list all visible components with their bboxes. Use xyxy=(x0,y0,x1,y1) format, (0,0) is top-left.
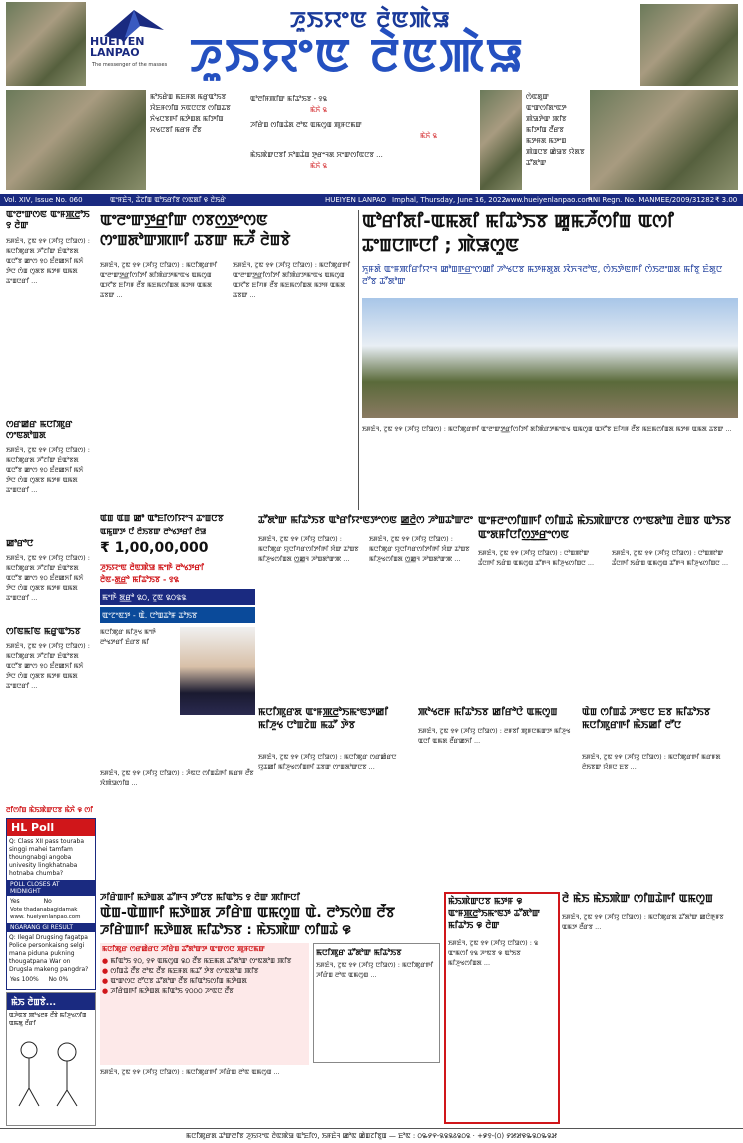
masthead-top-title: ꯍꯨꯏꯌꯦꯟ ꯂꯥꯟꯄꯥꯎ xyxy=(290,8,451,33)
pink-bullet-1-text: ꯃꯤꯑꯣꯏ ꯱꯰, ꯱꯵ ꯑꯃꯁꯨꯡ ꯲꯰ ꯂꯩꯕ ꯃꯐꯃꯗ ꯊꯧꯗꯣꯛ ꯁꯦꯟꯗꯣꯡ ꯄꯤꯕ xyxy=(110,957,292,965)
issue-date-meitei: ꯑꯦꯝꯐꯥꯜ, ꯊꯥꯖꯤꯡ ꯑꯣꯏꯔꯤꯕ ꯁꯟꯗꯤ ꯶ ꯂꯥꯏꯔꯥ xyxy=(110,196,226,204)
promo-line-1: ꯑꯥꯡ ꯑꯥꯡ ꯀꯣ ꯑꯣꯐꯤꯁꯤꯌꯦꯜ ꯊꯦꯡꯅꯕ xyxy=(100,514,224,524)
poll-closes: POLL CLOSES AT MIDNIGHT xyxy=(7,880,95,896)
lead-story xyxy=(362,210,738,510)
lead-body: ꯏꯝꯐꯥꯜ, ꯖꯨꯟ ꯱꯵ (ꯍꯤꯌꯨ ꯅꯤꯎꯁ) : ꯃꯅꯤꯄꯨꯔꯒꯤ ꯑꯦꯂꯦꯛꯇ꯭ꯔꯤꯁꯤꯇꯤ ꯗꯤꯄꯥꯔꯇꯃꯦꯟꯠ ꯑꯃꯁꯨꯡ ꯑꯆꯧꯕ ꯐꯤꯚꯝ ꯂꯩꯕ ꯃꯐꯃꯁꯤꯡꯗ ꯃꯇꯝ ꯑꯃꯗ ꯊꯕꯛ ... xyxy=(362,425,732,433)
issue-date: Imphal, Thursday, June 16, 2022 xyxy=(392,196,507,204)
promo-blue-bar: ꯃꯦꯒꯥ ꯗ꯭ꯔꯣ ꯲꯰, ꯖꯨꯟ ꯲꯰꯲꯲ xyxy=(100,589,255,605)
teaser-photo-1 xyxy=(6,90,146,190)
lead-headline: ꯑꯣꯔꯤꯗꯤ-ꯑꯃꯗꯤ ꯃꯤꯊꯣꯏꯕ ꯀꯨꯃꯍꯩꯁꯤꯡ ꯑꯁꯤ ꯊꯦꯡꯅꯒꯅꯤ ; ꯄꯥꯎꯁꯨꯟ xyxy=(362,211,674,256)
cartoon-title: ꯃꯥꯏ ꯂꯥꯡꯕꯥ... xyxy=(7,993,95,1010)
story-manipur-body: ꯏꯝꯐꯥꯜ, ꯖꯨꯟ ꯱꯵ (ꯍꯤꯌꯨ ꯅꯤꯎꯁ) : ꯃꯅꯤꯄꯨꯔꯒꯤ ꯃꯔꯝꯗ ꯂꯥꯏꯕꯛ ꯌꯥꯝꯅ ꯐꯕ ... xyxy=(582,753,721,771)
masthead-photo-left xyxy=(6,2,86,86)
story-administration-headline: ꯑꯦꯝꯂꯦꯁꯤꯡꯒꯤ ꯁꯤꯡꯊꯥ ꯃꯥꯏꯄꯥꯛꯅꯕ ꯁꯦꯟꯗꯣꯡ ꯂꯥꯡꯕ ꯑꯣꯏꯕ ꯑꯦꯗꯝꯤꯅꯤꯁ꯭ꯇ꯭ꯔꯦꯁꯟ xyxy=(478,514,731,541)
poll-vote-text[interactable]: Vote thadanabagidamak www. hueiyenlanpao.com xyxy=(10,907,81,920)
pink-bullet-4-text: ꯍꯤꯔꯥꯡꯒꯤ ꯃꯇꯥꯡꯗ ꯃꯤꯑꯣꯏ ꯱꯰꯰꯰ ꯍꯦꯟꯅ ꯂꯩꯕ xyxy=(110,987,234,995)
redbox-story xyxy=(444,892,560,1124)
bottom-lead xyxy=(100,892,440,1124)
issue-volume: Vol. XIV, Issue No. 060 xyxy=(4,196,83,204)
teaser-1-text: ꯃꯣꯏꯔꯥꯡ ꯃꯐꯝꯗ ꯃꯔꯨꯑꯣꯏꯕ ꯋꯥꯐꯝꯁꯤꯡ ꯈꯟꯅꯅꯕ ꯁꯤꯡꯊꯕ ꯈꯥꯠꯅꯕꯒꯤ ꯃꯇꯥꯡꯗ ꯃꯤꯇꯤꯡ ꯆꯠꯅꯕꯤ ꯃꯔꯝ ꯂꯩꯕ xyxy=(150,93,231,134)
teaser-4-line: ꯃꯥꯏꯄꯥꯛꯅꯕꯤ ꯈꯣꯡꯊꯥꯡ ꯇꯨꯔꯦꯜꯗ ꯆꯦꯛꯁꯤꯟꯅꯕ ... xyxy=(250,151,383,159)
story-corona xyxy=(418,706,578,886)
promo-red-sub: ꯂꯥꯟ-ꯗ꯭ꯔꯣ ꯃꯤꯊꯣꯏꯕ - ꯱꯲ xyxy=(100,575,179,584)
teaser-2-line: ꯑꯣꯂꯤꯝꯄꯤꯛ ꯃꯤꯊꯣꯏꯕ - ꯱꯲ xyxy=(250,95,327,103)
teaser-2 xyxy=(250,94,480,172)
result-yes: Yes 100% xyxy=(10,976,39,983)
paper-name: HUEIYEN LANPAO xyxy=(325,196,387,204)
cartoon-box xyxy=(6,992,96,1126)
story-administration-body-2: ꯏꯝꯐꯥꯜ, ꯖꯨꯟ ꯱꯵ (ꯍꯤꯌꯨ ꯅꯤꯎꯁ) : ꯅꯣꯡꯄꯣꯛ ꯊꯪꯅꯒꯤ ꯏꯔꯥꯡ ꯑꯃꯁꯨꯡ ꯊꯧꯒꯜ ꯃꯤꯍꯨꯠꯁꯤꯡꯅ ... xyxy=(612,549,729,567)
poll-no-option[interactable]: No xyxy=(43,898,52,905)
masthead xyxy=(0,0,743,88)
masthead-photo-right xyxy=(640,4,738,86)
teaser-photo-2 xyxy=(480,90,522,190)
result-values xyxy=(7,976,95,983)
story-electric xyxy=(100,210,355,510)
brand-name: HUEIYEN LANPAO xyxy=(90,35,145,59)
left-headline-2: ꯁꯔꯀꯥꯔ ꯃꯅꯤꯄꯨꯔ ꯁꯦꯟꯗꯣꯡꯗ xyxy=(6,420,73,441)
result-no: No 0% xyxy=(48,976,69,983)
story-lamai-body: ꯏꯝꯐꯥꯜ, ꯖꯨꯟ ꯱꯵ (ꯍꯤꯌꯨ ꯅꯤꯎꯁ) : ꯃꯅꯤꯄꯨꯔꯗ ꯊꯧꯗꯣꯛ ꯀꯅꯥꯒꯨꯝꯕ ꯑꯃꯇ ꯂꯩꯔꯕ ... xyxy=(562,913,724,931)
story-employment-body: ꯏꯝꯐꯥꯜ, ꯖꯨꯟ ꯱꯵ (ꯍꯤꯌꯨ ꯅꯤꯎꯁ) : ꯃꯅꯤꯄꯨꯔ ꯁꯔꯀꯥꯔꯅ ꯌꯨꯊꯀꯤ ꯃꯤꯍꯨꯠꯁꯤꯡꯒꯤ ꯊꯕꯛ ꯁꯦꯡꯗꯣꯛꯅꯕ ... xyxy=(258,753,397,771)
teaser-3-page: ꯃꯥꯈꯥ ꯲ xyxy=(420,132,438,140)
promo-agent-bar: ꯑꯦꯖꯦꯟꯇ - ꯑꯥ. ꯅꯣꯡꯊꯣꯝ ꯊꯣꯏꯕ xyxy=(100,607,255,623)
teaser-strip xyxy=(0,88,743,193)
story-administration-body-1: ꯏꯝꯐꯥꯜ, ꯖꯨꯟ ꯱꯵ (ꯍꯤꯌꯨ ꯅꯤꯎꯁ) : ꯅꯣꯡꯄꯣꯛ ꯊꯪꯅꯒꯤ ꯏꯔꯥꯡ ꯑꯃꯁꯨꯡ ꯊꯧꯒꯜ ꯃꯤꯍꯨꯠꯁꯤꯡꯅ ... xyxy=(478,549,595,567)
left-body-1: ꯏꯝꯐꯥꯜ, ꯖꯨꯟ ꯱꯵ (ꯍꯤꯌꯨ ꯅꯤꯎꯁ) : ꯃꯅꯤꯄꯨꯔꯗ ꯍꯧꯖꯤꯛ ꯐꯥꯑꯣꯕꯗ ꯑꯅꯧꯕ ꯀꯦꯁ ꯱꯰ ꯐꯪꯂꯀꯈꯤ ꯃꯈꯥ ꯇꯥꯅ ꯁꯥꯡ ꯁꯨꯗꯕ ꯃꯇꯝ ꯑꯃꯗ ꯊꯦꯡꯅꯔꯤ ... xyxy=(6,237,90,285)
pink-bullet-4: ● ꯍꯤꯔꯥꯡꯒꯤ ꯃꯇꯥꯡꯗ ꯃꯤꯑꯣꯏ ꯱꯰꯰꯰ ꯍꯦꯟꯅ ꯂꯩꯕ xyxy=(102,987,234,995)
promo-amount: ₹ 1,00,00,000 xyxy=(100,540,209,556)
teaser-5-text: ꯁꯥꯟꯗꯨꯛ ꯑꯦꯛꯁꯤꯗꯦꯟꯇ ꯄꯥꯎꯇꯥꯛ ꯄꯤꯕ ꯃꯤꯇꯤꯡ ꯂꯩꯔꯕ ꯃꯇꯝꯗ ꯃꯇꯦꯡ ꯄꯥꯡꯅꯕ ꯀꯥꯎꯕ ꯌꯥꯗꯕ ꯊꯧꯗꯣꯛ xyxy=(526,93,585,167)
pink-bullet-2-text: ꯁꯤꯡꯊꯥ ꯂꯩꯕ ꯂꯣꯟ ꯂꯩꯕ ꯃꯐꯝꯗ ꯃꯊꯧ ꯇꯥꯕ ꯁꯦꯟꯗꯣꯡ ꯄꯤꯕ xyxy=(110,967,259,975)
teaser-photo-3 xyxy=(590,90,738,190)
story-manipur xyxy=(582,706,738,886)
story-electric-body-2: ꯏꯝꯐꯥꯜ, ꯖꯨꯟ ꯱꯵ (ꯍꯤꯌꯨ ꯅꯤꯎꯁ) : ꯃꯅꯤꯄꯨꯔꯒꯤ ꯑꯦꯂꯦꯛꯇ꯭ꯔꯤꯁꯤꯇꯤ ꯗꯤꯄꯥꯔꯇꯃꯦꯟꯠ ꯑꯃꯁꯨꯡ ꯑꯆꯧꯕ ꯐꯤꯚꯝ ꯂꯩꯕ ꯃꯐꯃꯁꯤꯡꯗ ꯃꯇꯝ ꯑꯃꯗ ꯊꯕꯛ ... xyxy=(233,261,351,299)
left-headline-3: ꯀꯣꯔꯣꯅꯥ xyxy=(6,539,34,549)
story-orientation-headline: ꯊꯧꯗꯣꯛ ꯃꯤꯊꯣꯏꯕ ꯑꯣꯔꯤꯌꯦꯟꯇꯦꯁꯟ ꯀ꯭ꯂꯥꯁ ꯍꯣꯡꯊꯣꯛꯂꯦ xyxy=(258,515,473,526)
story-corona-body: ꯏꯝꯐꯥꯜ, ꯖꯨꯟ ꯱꯵ (ꯍꯤꯌꯨ ꯅꯤꯎꯁ) : ꯂꯝꯕꯤ ꯄꯨꯝꯅꯃꯛꯇ ꯃꯤꯍꯨꯠ ꯑꯅꯤ ꯑꯃꯗ ꯂꯩꯔꯀꯈꯤ ... xyxy=(418,727,571,745)
masthead-title: ꯍꯨꯏꯌꯦꯟ ꯂꯥꯟꯄꯥꯎ xyxy=(190,28,526,82)
side-box-title: ꯃꯅꯤꯄꯨꯔ ꯊꯧꯗꯣꯛ ꯃꯤꯊꯣꯏꯕ xyxy=(316,948,402,957)
pink-bullet-3-text: ꯑꯦꯛꯁꯅ ꯂꯧꯅꯕ ꯊꯧꯗꯣꯛ ꯂꯩꯕ ꯃꯤꯑꯣꯏꯁꯤꯡ ꯃꯇꯥꯡꯗ xyxy=(110,977,247,985)
poll-options xyxy=(7,896,95,907)
bottom-pink-box xyxy=(100,943,309,1065)
website-link[interactable]: www.hueiyenlanpao.com xyxy=(505,196,593,204)
price: ₹ 3.00 xyxy=(715,196,738,204)
result-title: NGARANG GI RESULT xyxy=(7,923,95,932)
left-headline-1: ꯑꯦꯂꯦꯛꯁꯟ ꯑꯦꯝꯄ꯭ꯂꯣꯏ ꯱ ꯂꯥꯛ xyxy=(6,210,90,231)
footer: ꯃꯅꯤꯄꯨꯔꯗ ꯊꯣꯛꯂꯤꯕ ꯍꯨꯏꯌꯦꯟ ꯂꯥꯟꯄꯥꯎ ꯑꯣꯐꯤꯁ, ꯏꯝꯐꯥꯜ ꯀꯣꯟ ꯀꯥꯡꯖꯤꯕꯨꯡ — ꯐꯣꯟ : ꯰꯳꯸꯵-꯲꯲꯲꯴꯲꯰꯲ · +꯹꯱-(꯰) ꯸꯷꯷꯶꯳꯲꯰꯳꯲꯷ xyxy=(0,1128,743,1143)
story-corona-headline: ꯄꯣꯠꯂꯝ ꯃꯤꯊꯣꯏꯕ ꯀꯤꯔꯣꯅꯥ ꯑꯃꯁꯨꯡ xyxy=(418,707,558,718)
story-electric-body-1: ꯏꯝꯐꯥꯜ, ꯖꯨꯟ ꯱꯵ (ꯍꯤꯌꯨ ꯅꯤꯎꯁ) : ꯃꯅꯤꯄꯨꯔꯒꯤ ꯑꯦꯂꯦꯛꯇ꯭ꯔꯤꯁꯤꯇꯤ ꯗꯤꯄꯥꯔꯇꯃꯦꯟꯠ ꯑꯃꯁꯨꯡ ꯑꯆꯧꯕ ꯐꯤꯚꯝ ꯂꯩꯕ ꯃꯐꯃꯁꯤꯡꯗ ꯃꯇꯝ ꯑꯃꯗ ꯊꯕꯛ ... xyxy=(100,261,218,299)
poll-question: Q: Class XII pass touraba singgi mahei tamfam thoungnabgi angoba univesity lingkhatnaba hotnaba chumba? xyxy=(9,838,84,877)
pink-box-title: ꯃꯅꯤꯄꯨꯔ ꯁꯔꯀꯥꯔꯅ ꯍꯤꯔꯥꯡ ꯊꯧꯗꯣꯛꯇ ꯑꯦꯛꯁꯅ ꯄꯨꯝꯅꯃꯛ xyxy=(102,945,265,953)
sidebar-continued: ꯂꯤꯁꯤꯡ ꯃꯥꯏꯄꯥꯛꯅꯕ ꯃꯥꯈꯥ ꯶ ꯁꯤ xyxy=(6,806,93,814)
left-body-2: ꯏꯝꯐꯥꯜ, ꯖꯨꯟ ꯱꯵ (ꯍꯤꯌꯨ ꯅꯤꯎꯁ) : ꯃꯅꯤꯄꯨꯔꯗ ꯍꯧꯖꯤꯛ ꯐꯥꯑꯣꯕꯗ ꯑꯅꯧꯕ ꯀꯦꯁ ꯱꯰ ꯐꯪꯂꯀꯈꯤ ꯃꯈꯥ ꯇꯥꯅ ꯁꯥꯡ ꯁꯨꯗꯕ ꯃꯇꯝ ꯑꯃꯗ ꯊꯦꯡꯅꯔꯤ ... xyxy=(6,446,90,494)
left-body-4: ꯏꯝꯐꯥꯜ, ꯖꯨꯟ ꯱꯵ (ꯍꯤꯌꯨ ꯅꯤꯎꯁ) : ꯃꯅꯤꯄꯨꯔꯗ ꯍꯧꯖꯤꯛ ꯐꯥꯑꯣꯕꯗ ꯑꯅꯧꯕ ꯀꯦꯁ ꯱꯰ ꯐꯪꯂꯀꯈꯤ ꯃꯈꯥ ꯇꯥꯅ ꯁꯥꯡ ꯁꯨꯗꯕ ꯃꯇꯝ ꯑꯃꯗ ꯊꯦꯡꯅꯔꯤ ... xyxy=(6,642,90,690)
poll-yes-option[interactable]: Yes xyxy=(10,898,20,905)
promo-red-title: ꯍꯨꯏꯌꯦꯟ ꯂꯥꯟꯄꯥꯎ ꯃꯦꯒꯥ ꯂꯣꯠꯇꯔꯤ xyxy=(100,563,204,572)
story-orientation-body-1: ꯏꯝꯐꯥꯜ, ꯖꯨꯟ ꯱꯵ (ꯍꯤꯌꯨ ꯅꯤꯎꯁ) : ꯃꯅꯤꯄꯨꯔ ꯌꯨꯅꯤꯚꯔꯁꯤꯇꯤꯒꯤ ꯆꯥꯛ ꯊꯣꯡꯕ ꯃꯤꯍꯨꯠꯁꯤꯡꯗ ꯁ꯭ꯀꯨꯜ ꯍꯣꯡꯗꯣꯛꯄ ... xyxy=(258,535,359,563)
story-lamai-headline: ꯂꯥ ꯃꯥꯏ ꯃꯥꯏꯄꯥꯛ ꯁꯤꯡꯊꯥꯒꯤ ꯑꯃꯁꯨꯡ xyxy=(562,892,713,905)
redbox-body: ꯏꯝꯐꯥꯜ, ꯖꯨꯟ ꯱꯵ (ꯍꯤꯌꯨ ꯅꯤꯎꯁ) : ꯲ ꯑꯦꯃꯁꯤ ꯱꯲ ꯍꯦꯟꯕ ꯶ ꯑꯣꯏꯕ ꯃꯤꯍꯨꯠꯁꯤꯡꯗ ... xyxy=(448,939,539,967)
left-headline-4: ꯁꯤꯟꯃꯤꯟ ꯃꯔꯨꯑꯣꯏꯕ xyxy=(6,627,81,637)
promo-person-photo xyxy=(180,627,255,715)
bottom-headline-1: ꯍꯤꯔꯥꯡꯒꯤ ꯃꯇꯥꯡꯗ ꯊꯧꯒꯜ ꯇꯧꯅꯕ ꯃꯤꯑꯣꯏ ꯱ ꯂꯥꯛ ꯄꯤꯒꯅꯤ xyxy=(100,893,300,903)
story-lanpao-body: ꯏꯝꯐꯥꯜ, ꯖꯨꯟ ꯱꯵ (ꯍꯤꯌꯨ ꯅꯤꯎꯁ) : ꯍꯥꯟꯅ ꯁꯤꯡꯊꯥꯒꯤ ꯃꯔꯝ ꯂꯩꯕ ꯋꯥꯄꯥꯎꯁꯤꯡ ... xyxy=(100,769,254,787)
promo-person-caption: ꯃꯅꯤꯄꯨꯔ ꯃꯤꯍꯨꯠ ꯃꯦꯒꯥ ꯂꯣꯠꯇꯔꯤ ꯐꯥꯔꯕ ꯃꯤ xyxy=(100,628,157,646)
lead-photo xyxy=(362,298,738,418)
issue-ribbon xyxy=(0,194,743,206)
brand-tagline: The messenger of the masses xyxy=(92,62,168,68)
story-employment-headline: ꯃꯅꯤꯄꯨꯔꯗ ꯑꯦꯝꯄ꯭ꯂꯣꯏꯃꯦꯟꯇꯀꯤ ꯃꯤꯍꯨꯠ ꯅꯣꯡꯖꯥꯡ ꯃꯊꯧ ꯇꯥꯕ xyxy=(258,707,389,731)
column-rule xyxy=(358,210,359,510)
pink-bullet-3: ● ꯑꯦꯛꯁꯅ ꯂꯧꯅꯕ ꯊꯧꯗꯣꯛ ꯂꯩꯕ ꯃꯤꯑꯣꯏꯁꯤꯡ ꯃꯇꯥꯡꯗ xyxy=(102,977,247,985)
story-manipur-headline: ꯑꯥꯡ ꯁꯤꯡꯊꯥ ꯍꯦꯟꯅ ꯐꯕ ꯃꯤꯊꯣꯏꯕ ꯃꯅꯤꯄꯨꯔꯒꯤ ꯃꯥꯏꯀꯤ ꯂꯧꯅ xyxy=(582,707,711,731)
story-administration xyxy=(478,514,738,704)
bottom-headline-3: ꯍꯤꯔꯥꯡꯒꯤ ꯃꯇꯥꯡꯗ ꯃꯤꯊꯣꯏꯕ : ꯃꯥꯏꯄꯥꯛ ꯁꯤꯡꯊꯥ ꯶ xyxy=(100,923,351,938)
teaser-4-page: ꯃꯥꯈꯥ ꯲ xyxy=(310,162,328,170)
promo-line-2: ꯑꯃꯨꯛꯇ ꯅꯪ ꯂꯥꯏꯕꯛ ꯂꯣꯠꯇꯔꯤ ꯂꯥꯎ xyxy=(100,527,207,536)
cartoon-drawing-icon xyxy=(7,1030,93,1110)
left-column xyxy=(6,210,94,810)
cartoon-caption: ꯑꯍꯥꯟꯕ ꯄꯣꯠꯂꯝ ꯂꯩꯕꯥ ꯃꯤꯍꯨꯠꯁꯤꯡ ꯑꯃꯗꯨ ꯂꯩꯔꯤ xyxy=(9,1012,87,1027)
story-electric-headline: ꯑꯦꯂꯦꯛꯇ꯭ꯔꯤꯛ ꯁꯕꯁ꯭ꯇꯦꯁꯟ ꯁꯦꯡꯗꯣꯛꯄꯒꯤ ꯊꯕꯛ ꯃꯍꯩ ꯂꯥꯡꯕꯥ xyxy=(100,211,291,249)
teaser-2-page: ꯃꯥꯈꯥ ꯲ xyxy=(310,106,328,114)
result-question: Q: Ilegal Drugsing fagatpa Police personkaisng selgi mana piduna pukning thougatpana War on Drugsla makeng pangdra? xyxy=(9,934,89,973)
side-box-body: ꯏꯝꯐꯥꯜ, ꯖꯨꯟ ꯱꯵ (ꯍꯤꯌꯨ ꯅꯤꯎꯁ) : ꯃꯅꯤꯄꯨꯔꯒꯤ ꯍꯤꯔꯥꯡ ꯂꯣꯟ ꯑꯃꯁꯨꯡ ... xyxy=(316,961,434,979)
bottom-headline-2: ꯑꯥꯡ-ꯑꯥꯡꯒꯤ ꯃꯇꯥꯡꯗ ꯍꯤꯔꯥꯡ ꯑꯃꯁꯨꯡ ꯑꯥ. ꯂꯣꯏꯁꯥꯡ ꯂꯩꯕ xyxy=(100,905,395,921)
story-employment xyxy=(258,706,413,886)
rni-number: RNI Regn. No. MANMEE/2009/31282 xyxy=(588,196,715,204)
teaser-3-line: ꯍꯤꯔꯥꯡ ꯁꯤꯡꯊꯥꯗ ꯂꯣꯟ ꯑꯃꯁꯨꯡ ꯄꯨꯝꯅꯃꯛ xyxy=(250,121,362,129)
story-orientation-body-2: ꯏꯝꯐꯥꯜ, ꯖꯨꯟ ꯱꯵ (ꯍꯤꯌꯨ ꯅꯤꯎꯁ) : ꯃꯅꯤꯄꯨꯔ ꯌꯨꯅꯤꯚꯔꯁꯤꯇꯤꯒꯤ ꯆꯥꯛ ꯊꯣꯡꯕ ꯃꯤꯍꯨꯠꯁꯤꯡꯗ ꯁ꯭ꯀꯨꯜ ꯍꯣꯡꯗꯣꯛꯄ ... xyxy=(369,535,470,563)
pink-bullet-1: ● ꯃꯤꯑꯣꯏ ꯱꯰, ꯱꯵ ꯑꯃꯁꯨꯡ ꯲꯰ ꯂꯩꯕ ꯃꯐꯃꯗ ꯊꯧꯗꯣꯛ ꯁꯦꯟꯗꯣꯡ ꯄꯤꯕ xyxy=(102,957,292,965)
story-lamai xyxy=(562,892,738,1122)
redbox-title: ꯃꯥꯏꯄꯥꯛꯅꯕ ꯃꯇꯝ ꯶ ꯑꯦꯝꯄ꯭ꯂꯣꯏꯃꯦꯟꯇ ꯊꯧꯗꯣꯛ ꯃꯤꯊꯣꯏ ꯶ ꯂꯥꯛ xyxy=(448,897,540,931)
bottom-body: ꯏꯝꯐꯥꯜ, ꯖꯨꯟ ꯱꯵ (ꯍꯤꯌꯨ ꯅꯤꯎꯁ) : ꯃꯅꯤꯄꯨꯔꯒꯤ ꯍꯤꯔꯥꯡ ꯂꯣꯟ ꯑꯃꯁꯨꯡ ... xyxy=(100,1068,280,1076)
bottom-side-box xyxy=(313,943,440,1063)
pink-bullet-2: ● ꯁꯤꯡꯊꯥ ꯂꯩꯕ ꯂꯣꯟ ꯂꯩꯕ ꯃꯐꯝꯗ ꯃꯊꯧ ꯇꯥꯕ ꯁꯦꯟꯗꯣꯡ ꯄꯤꯕ xyxy=(102,967,259,975)
lottery-promo xyxy=(100,514,255,764)
lead-subhead: ꯈꯨꯝꯗꯥ ꯑꯦꯝꯄꯤꯔꯤꯌꯦꯜ ꯀꯣꯡꯒ꯭ꯔꯦꯁꯀꯤ ꯍꯣꯠꯅꯕ ꯃꯇꯝꯗꯨꯗ ꯋꯥꯈꯜꯂꯣꯟ, ꯁꯥꯏꯇꯥꯟꯒꯤ ꯁꯥꯏꯂꯦꯡꯗ ꯃꯤꯕꯨ ꯐꯥꯗꯨꯅ ꯂꯧꯕ ꯊꯧꯗꯣꯛ xyxy=(362,265,723,287)
story-lanpao xyxy=(100,768,255,888)
hl-poll-box xyxy=(6,818,96,990)
poll-title: HL Poll xyxy=(7,819,95,836)
left-body-3: ꯏꯝꯐꯥꯜ, ꯖꯨꯟ ꯱꯵ (ꯍꯤꯌꯨ ꯅꯤꯎꯁ) : ꯃꯅꯤꯄꯨꯔꯗ ꯍꯧꯖꯤꯛ ꯐꯥꯑꯣꯕꯗ ꯑꯅꯧꯕ ꯀꯦꯁ ꯱꯰ ꯐꯪꯂꯀꯈꯤ ꯃꯈꯥ ꯇꯥꯅ ꯁꯥꯡ ꯁꯨꯗꯕ ꯃꯇꯝ ꯑꯃꯗ ꯊꯦꯡꯅꯔꯤ ... xyxy=(6,554,90,602)
story-orientation xyxy=(258,514,473,704)
